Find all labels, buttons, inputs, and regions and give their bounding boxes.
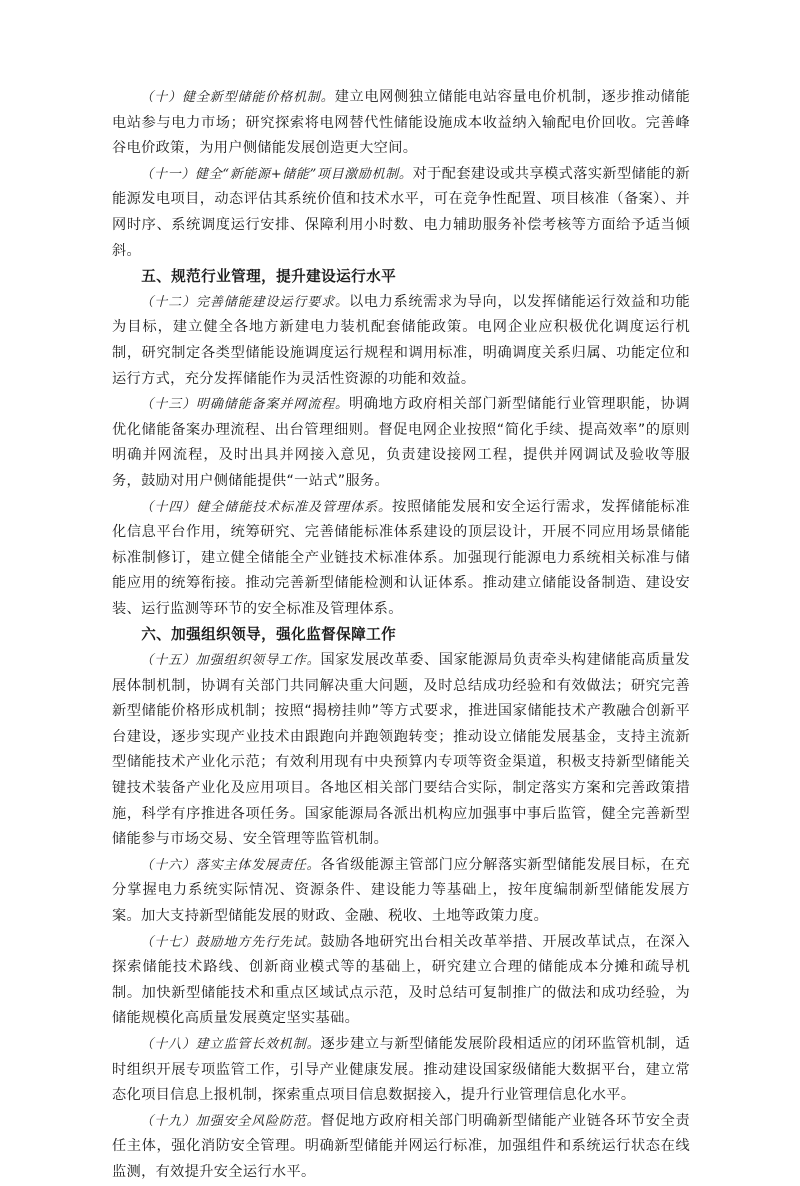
clause-lead: （十六）落实主体发展责任。 (140, 857, 321, 873)
paragraph-13 (112, 392, 690, 494)
clause-text: 各省级能源主管部门应分解落实新型储能发展目标，在充分掌握电力系统实际情况、资源条件、建设能力等基础上，按年度编制新型储能发展方案。加大支持新型储能发展的财政、金融、税收、土地等政策力度。 (112, 856, 690, 924)
paragraph-18 (112, 1032, 690, 1109)
clause-text: 建立电网侧独立储能电站容量电价机制，逐步推动储能电站参与电力市场；研究探索将电网替代性储能设施成本收益纳入输配电价回收。完善峰谷电价政策，为用户侧储能发展创造更大空间。 (112, 89, 690, 157)
paragraph-14 (112, 495, 690, 623)
clause-text: 按照储能发展和安全运行需求，发挥储能标准化信息平台作用，统筹研究、完善储能标准体系建设的顶层设计，开展不同应用场景储能标准制修订，建立健全储能全产业链技术标准体系。加强现行能源电力系统相关标准与储能应用的统筹衔接。推动完善新型储能检测和认证体系。推动建立储能设备制造、建设安装、运行监测等环节的安全标准及管理体系。 (112, 498, 690, 617)
paragraph-11 (112, 162, 690, 264)
paragraph-17 (112, 930, 690, 1032)
clause-text: 国家发展改革委、国家能源局负责牵头构建储能高质量发展体制机制，协调有关部门共同解决重大问题，及时总结成功经验和有效做法；研究完善新型储能价格形成机制；按照“揭榜挂帅”等方式要求，推进国家储能技术产教融合创新平台建设，逐步实现产业技术由跟跑向并跑领跑转变；推动设立储能发展基金，支持主流新型储能技术产业化示范；有效利用现有中央预算内专项等资金渠道，积极支持新型储能关键技术装备产业化及应用项目。各地区相关部门要结合实际，制定落实方案和完善政策措施，科学有序推进各项任务。国家能源局各派出机构应加强事中事后监管，健全完善新型储能参与市场交易、安全管理等监管机制。 (112, 652, 690, 848)
paragraph-10 (112, 85, 690, 162)
paragraph-15 (112, 648, 690, 853)
clause-lead: （十二）完善储能建设运行要求。 (140, 294, 349, 310)
paragraph-19 (112, 1109, 690, 1186)
paragraph-16 (112, 853, 690, 930)
clause-lead: （十）健全新型储能价格机制。 (140, 90, 335, 105)
clause-text: 逐步建立与新型储能发展阶段相适应的闭环监管机制，适时组织开展专项监管工作，引导产业健康发展。推动建设国家级储能大数据平台，建立常态化项目信息上报机制，探索重点项目信息数据接入，提升行业管理信息化水平。 (112, 1035, 690, 1104)
clause-text: 督促地方政府相关部门明确新型储能产业链各环节安全责任主体，强化消防安全管理。明确新型储能并网运行标准，加强组件和系统运行状态在线监测，有效提升安全运行水平。 (112, 1112, 690, 1180)
clause-lead: （十四）健全储能技术标准及管理体系。 (140, 499, 393, 515)
clause-text: 对于配套建设或共享模式落实新型储能的新能源发电项目，动态评估其系统价值和技术水平，可在竞争性配置、项目核准（备案）、并网时序、系统调度运行安排、保障利用小时数、电力辅助服务补偿考核等方面给予适当倾斜。 (112, 165, 690, 259)
document-page (112, 85, 690, 1186)
clause-lead: （十九）加强安全风险防范。 (140, 1113, 321, 1129)
clause-lead: （十一）健全“新能源+储能”项目激励机制。 (140, 166, 413, 182)
paragraph-12 (112, 290, 690, 392)
clause-text: 鼓励各地研究出台相关改革举措、开展改革试点，在深入探索储能技术路线、创新商业模式等的基础上，研究建立合理的储能成本分摊和疏导机制。加快新型储能技术和重点区域试点示范，及时总结可复制推广的做法和成功经验，为储能规模化高质量发展奠定坚实基础。 (112, 933, 690, 1027)
section-heading-6: 六、加强组织领导，强化监督保障工作 (141, 626, 397, 644)
clause-text: 以电力系统需求为导向，以发挥储能运行效益和功能为目标，建立健全各地方新建电力装机配套储能政策。电网企业应积极优化调度运行机制，研究制定各类型储能设施调度运行规程和调用标准，明确调度关系归属、功能定位和运行方式，充分发挥储能作为灵活性资源的功能和效益。 (112, 293, 690, 387)
clause-lead: （十七）鼓励地方先行先试。 (140, 934, 321, 950)
section-heading-5: 五、规范行业管理，提升建设运行水平 (141, 268, 397, 286)
clause-lead: （十五）加强组织领导工作。 (140, 653, 321, 669)
clause-lead: （十三）明确储能备案并网流程。 (140, 397, 349, 413)
clause-lead: （十八）建立监管长效机制。 (140, 1036, 321, 1052)
clause-text: 明确地方政府相关部门新型储能行业管理职能，协调优化储能备案办理流程、出台管理细则。督促电网企业按照“简化手续、提高效率”的原则明确并网流程，及时出具并网接入意见，负责建设接网工程，提供并网调试及验收等服务，鼓励对用户侧储能提供“一站式”服务。 (112, 396, 690, 489)
